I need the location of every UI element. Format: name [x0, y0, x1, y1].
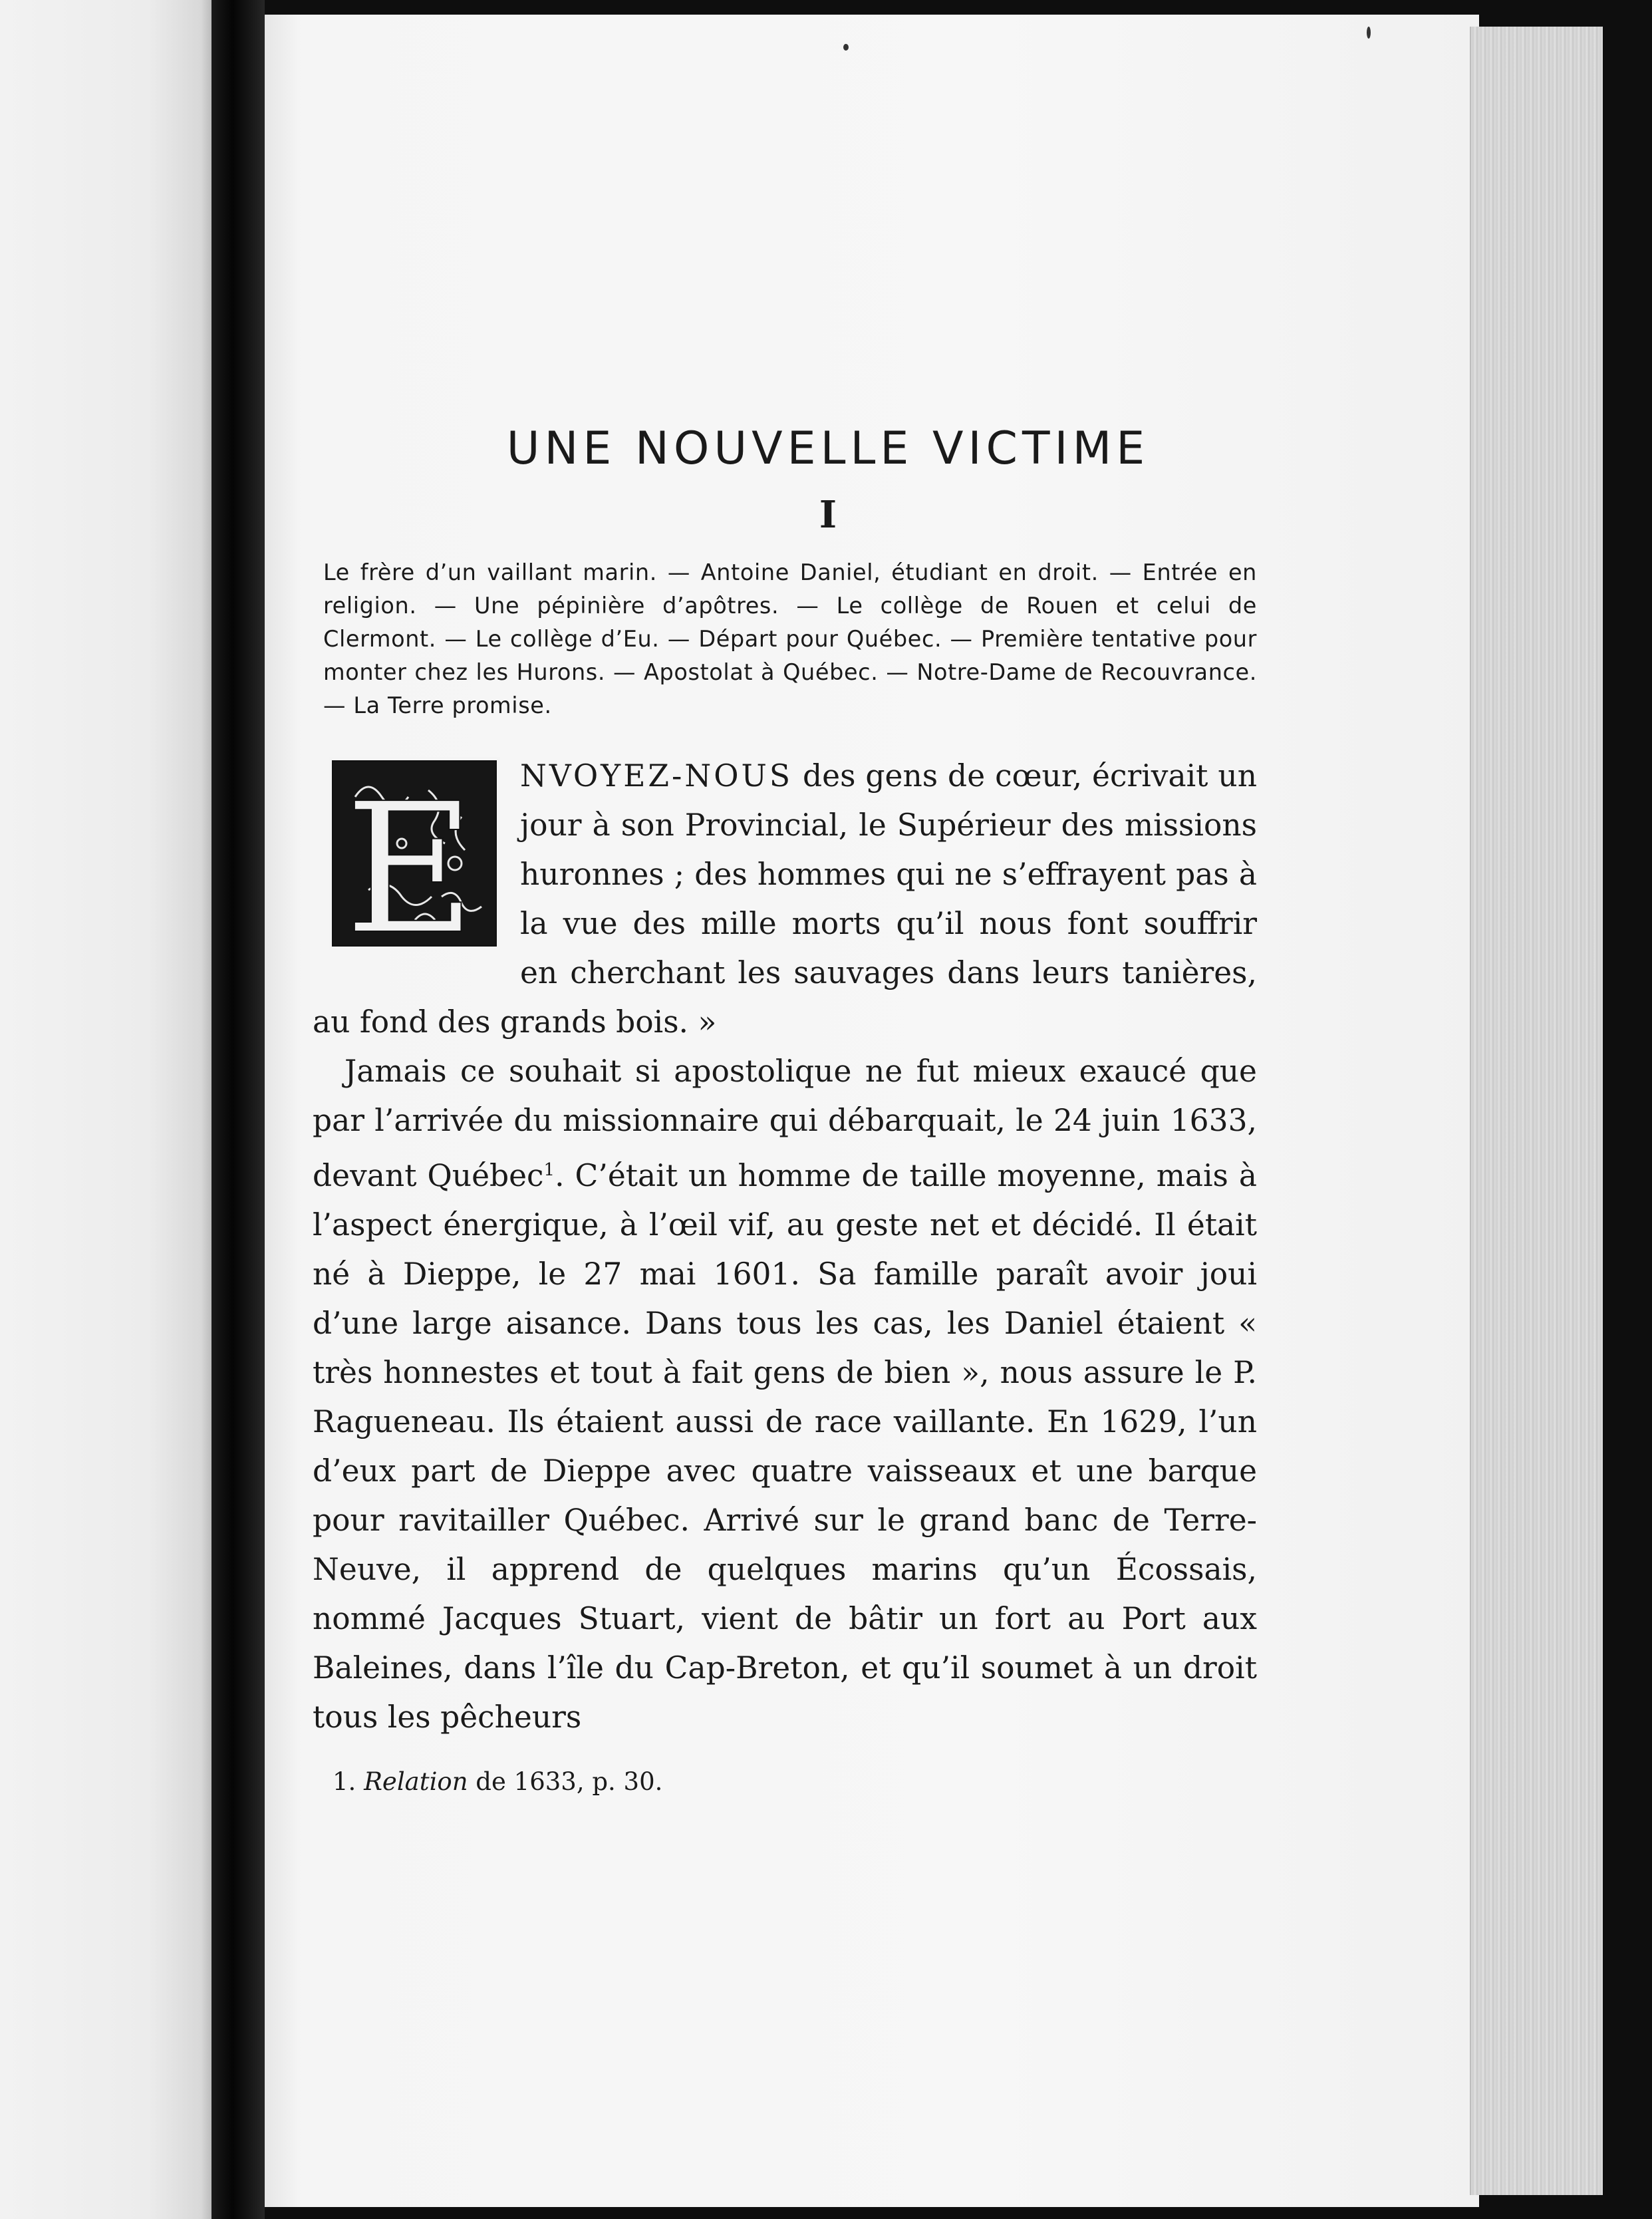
page-content — [313, 419, 1257, 1798]
ornamental-dropcap — [329, 757, 500, 950]
scan-background-top — [265, 0, 1652, 15]
paragraph-2 — [313, 1047, 1257, 1742]
dust-speck — [1367, 27, 1371, 39]
opening-words: NVOYEZ-NOUS — [520, 758, 793, 794]
chapter-summary: Le frère d’un vaillant marin. — Antoine Daniel, étudiant en droit. — Entrée en religion. — Une pépinière d’apôtres. — Le collège de Rouen et celui de Clermont. — Le collège d’Eu. — Départ pour Québec. — Première tentative pour monter chez les Hurons. — Apostolat à Québec. — Notre-Dame de Recouvrance. — La Terre promise. — [323, 559, 1257, 718]
chapter-title: UNE NOUVELLE VICTIME — [506, 422, 1150, 475]
footnote-reference: 1 — [543, 1160, 555, 1180]
footnote-title: Relation — [364, 1767, 468, 1797]
paragraph-1 — [313, 752, 1257, 1047]
book-gutter — [211, 0, 265, 2219]
svg-text:E: E — [344, 764, 476, 950]
chapter-number: I — [819, 493, 837, 537]
scan-background-right — [1603, 20, 1652, 2219]
dropcap-ornament-icon — [329, 757, 500, 950]
paragraph-2-text-b: . C’était un homme de taille moyenne, mais à l’aspect énergique, à l’œil vif, au geste net et décidé. Il était né à Dieppe, le 27 mai 1601. Sa famille paraît avoir joui d’une large aisance. Dans tous les cas, les Daniel étaient « très honnestes et tout à fait gens de bien », nous assure le P. Ragueneau. Ils étaient aussi de race vaillante. En 1629, l’un d’eux part de Dieppe avec quatre vaisseaux et une barque pour ravitailler Québec. Arrivé sur le grand banc de Terre-Neuve, il apprend de quelques marins qu’un Écossais, nommé Jacques Stuart, vient de bâtir un fort au Port aux Baleines, dans l’île du Cap-Breton, et qu’il soumet à un droit tous les pêcheurs — [313, 1158, 1257, 1735]
paragraph-2-text-a: Jamais ce souhait si apostolique ne fut mieux exaucé que par l’arrivée du missionnaire qui débarquait, le 24 juin 1633, devant Québec — [313, 1054, 1257, 1194]
body-text — [313, 752, 1257, 1742]
paragraph-1-text: des gens de cœur, écrivait un jour à son Provincial, le Supérieur des missions huronnes ; des hommes qui ne s’effrayent pas à la vue des mille morts qu’il nous font souffrir en cherchant les sauvages dans leurs tanières, au fond des grands bois. » — [313, 758, 1257, 1040]
page-stack-edges — [1470, 27, 1604, 2195]
footnote — [333, 1766, 1257, 1798]
left-page-edge — [0, 0, 211, 2219]
footnote-number: 1. — [333, 1767, 356, 1797]
footnote-text: de 1633, p. 30. — [468, 1767, 663, 1797]
dust-speck — [843, 44, 849, 51]
